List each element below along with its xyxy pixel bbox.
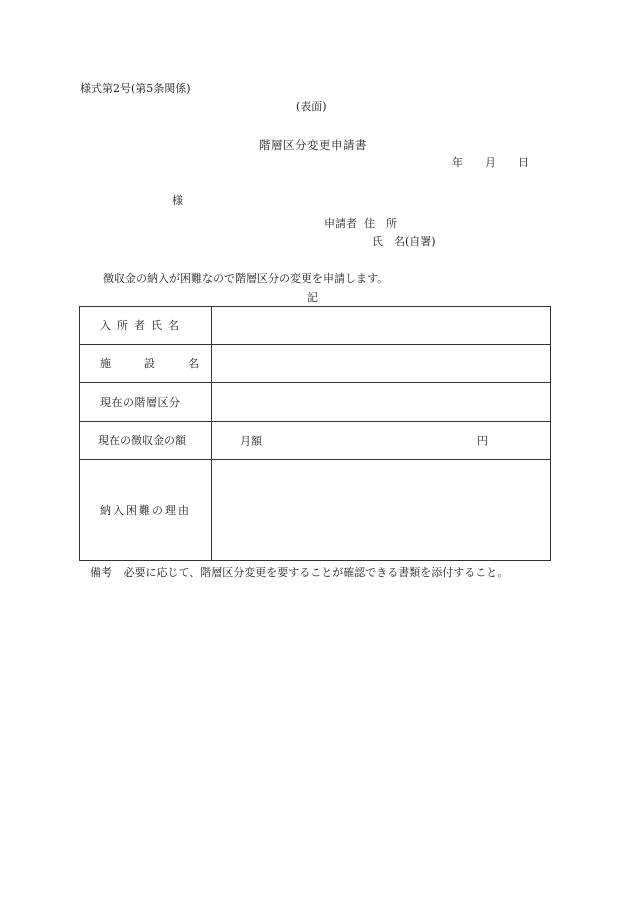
current-fee-label: 現在の徴収金の額 — [80, 422, 212, 460]
table-row — [80, 460, 551, 561]
table-row — [80, 422, 551, 460]
facility-name-field[interactable] — [212, 345, 551, 383]
monthly-label: 月額 — [240, 434, 262, 447]
date-line — [452, 157, 529, 168]
facility-char-2: 設 — [144, 357, 155, 370]
remarks — [90, 567, 508, 578]
addressee-suffix: 様 — [172, 194, 183, 207]
facility-name-label — [80, 345, 212, 383]
yen-unit: 円 — [477, 434, 488, 447]
day-unit: 日 — [518, 156, 529, 169]
applicant-name-line — [372, 236, 436, 247]
table-row — [80, 307, 551, 345]
request-statement: 徴収金の納入が困難なので階層区分の変更を申請します。 — [103, 272, 389, 285]
address-label: 住 所 — [364, 217, 397, 230]
year-unit: 年 — [452, 156, 463, 169]
current-tier-label: 現在の階層区分 — [80, 383, 212, 422]
ki-heading: 記 — [307, 291, 318, 304]
difficulty-reason-field[interactable] — [212, 460, 551, 561]
side-label: (表面) — [296, 100, 327, 113]
facility-char-1: 施 — [100, 357, 111, 370]
remarks-text: 必要に応じて、階層区分変更を要することが確認できる書類を添付すること。 — [123, 566, 509, 579]
applicant-label: 申請者 — [324, 217, 357, 230]
remarks-lead: 備考 — [90, 566, 112, 579]
resident-name-label: 入所者氏名 — [80, 307, 212, 345]
table-row — [80, 383, 551, 422]
resident-name-field[interactable] — [212, 307, 551, 345]
current-tier-field[interactable] — [212, 383, 551, 422]
name-label: 氏 名(自署) — [372, 235, 436, 248]
month-unit: 月 — [485, 156, 496, 169]
table-row — [80, 345, 551, 383]
applicant-address-line — [324, 218, 397, 229]
page-title: 階層区分変更申請書 — [259, 138, 367, 152]
application-table — [79, 306, 551, 561]
facility-char-3: 名 — [188, 357, 199, 370]
difficulty-reason-label: 納入困難の理由 — [80, 460, 212, 561]
form-number: 様式第2号(第5条関係) — [80, 82, 191, 95]
current-fee-field[interactable] — [212, 422, 551, 460]
